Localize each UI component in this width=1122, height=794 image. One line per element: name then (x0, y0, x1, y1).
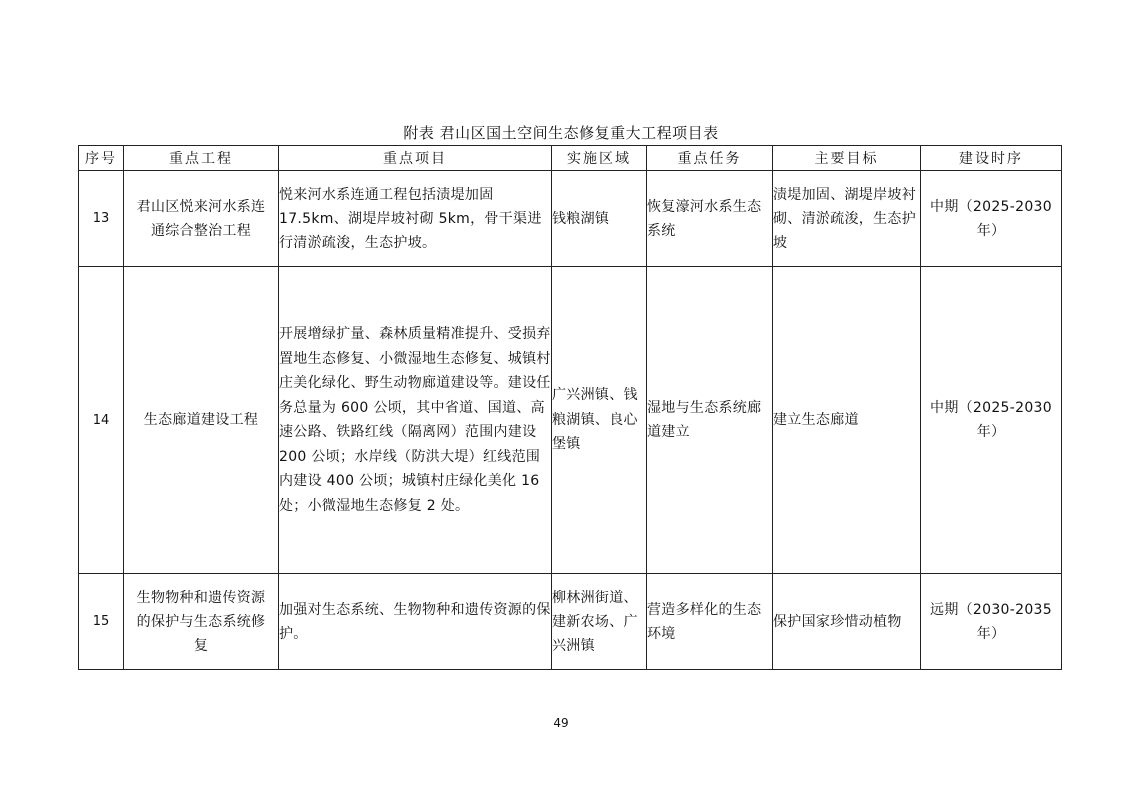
task-text: 营造多样化的生态环境 (647, 601, 762, 642)
cell-schedule (921, 574, 1062, 670)
header-area: 实施区域 (552, 146, 647, 171)
cell-engineering (124, 171, 279, 267)
cell-goal (773, 574, 921, 670)
cell-no: 15 (79, 574, 124, 670)
schedule-text: 中期（2025-2030 年） (930, 198, 1052, 239)
header-goal: 主要目标 (773, 146, 921, 171)
goal-text: 渍堤加固、湖堤岸坡衬砌、清淤疏浚，生态护坡 (773, 186, 916, 251)
page-number: 49 (553, 716, 569, 730)
area-text: 广兴洲镇、钱粮湖镇、良心堡镇 (552, 387, 638, 453)
cell-task (647, 267, 773, 574)
area-text: 钱粮湖镇 (552, 210, 610, 227)
header-engineering: 重点工程 (124, 146, 279, 171)
cell-engineering (124, 267, 279, 574)
engineering-text: 生态廊道建设工程 (143, 411, 259, 428)
cell-schedule (921, 267, 1062, 574)
cell-goal (773, 171, 921, 267)
area-text: 柳林洲街道、建新农场、广兴洲镇 (552, 589, 638, 654)
task-text: 恢复濠河水系生态系统 (647, 198, 762, 239)
project-text: 悦来河水系连通工程包括渍堤加固17.5km、湖堤岸坡衬砌 5km，骨干渠进行清淤疏浚，生态护坡。 (279, 186, 542, 251)
project-table (78, 145, 1062, 670)
goal-text: 保护国家珍惜动植物 (773, 613, 902, 630)
header-no: 序号 (79, 146, 124, 171)
schedule-text: 远期（2030-2035 年） (930, 601, 1052, 642)
cell-no: 13 (79, 171, 124, 267)
cell-task (647, 171, 773, 267)
cell-goal (773, 267, 921, 574)
header-project: 重点项目 (279, 146, 552, 171)
cell-no: 14 (79, 267, 124, 574)
table-row (79, 171, 1062, 267)
cell-area (552, 171, 647, 267)
cell-project (279, 574, 552, 670)
engineering-text: 君山区悦来河水系连通综合整治工程 (136, 198, 266, 239)
table-header-row (79, 146, 1062, 171)
cell-area (552, 267, 647, 574)
cell-schedule (921, 171, 1062, 267)
goal-text: 建立生态廊道 (773, 411, 859, 428)
cell-project (279, 171, 552, 267)
table-caption: 附表 君山区国土空间生态修复重大工程项目表 (403, 124, 719, 142)
project-text: 开展增绿扩量、森林质量精准提升、受损弃置地生态修复、小微湿地生态修复、城镇村庄美化绿化、野生动物廊道建设等。建设任务总量为 600 公顷，其中省道、国道、高速公路、铁路红线（隔离网）范围内建设 200 公顷；水岸线（防洪大堤）红线范围内建设 400 公顷；城镇村庄绿化美化 16 处；小微湿地生态修复 2 处。 (279, 326, 551, 514)
cell-area (552, 574, 647, 670)
header-schedule: 建设时序 (921, 146, 1062, 171)
cell-task (647, 574, 773, 670)
cell-engineering (124, 574, 279, 670)
task-text: 湿地与生态系统廊道建立 (647, 399, 762, 440)
schedule-text: 中期（2025-2030 年） (930, 399, 1052, 440)
table-row (79, 267, 1062, 574)
table-row (79, 574, 1062, 670)
header-task: 重点任务 (647, 146, 773, 171)
engineering-text: 生物物种和遗传资源的保护与生态系统修复 (136, 589, 266, 654)
project-text: 加强对生态系统、生物物种和遗传资源的保护。 (279, 601, 551, 642)
cell-project (279, 267, 552, 574)
